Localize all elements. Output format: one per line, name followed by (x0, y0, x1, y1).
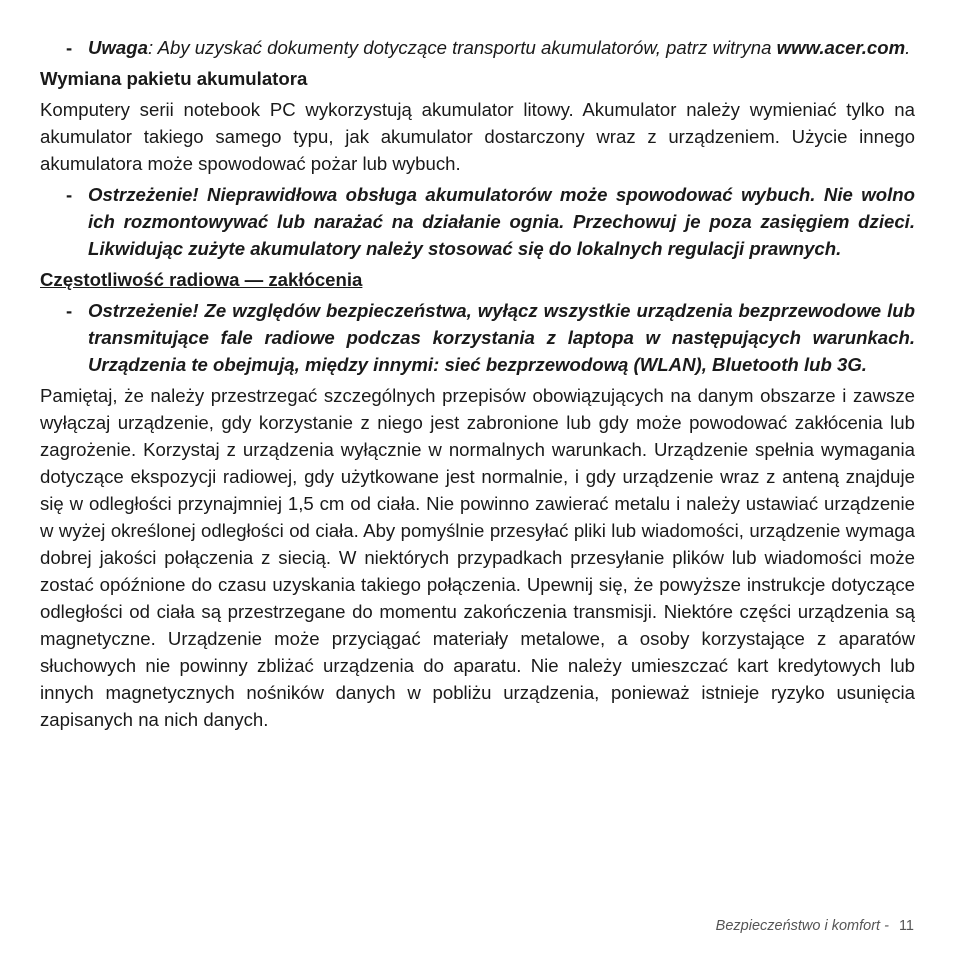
note-end: . (905, 37, 911, 58)
warning-dash: - (66, 184, 73, 205)
radio-warning (40, 297, 915, 378)
note-item (40, 34, 915, 61)
radio-warning-text: Ostrzeżenie! Ze względów bezpieczeństwa, wyłącz wszystkie urządzenia bezprzewodowe lub transmitujące fale radiowe podczas korzystania z laptopa w następujących warunkach. Urządzenia te obejmują, między innymi: sieć bezprzewodową (WLAN), Bluetooth lub 3G. (88, 300, 915, 375)
note-text: : Aby uzyskać dokumenty dotyczące transportu akumulatorów, patrz witryna (147, 37, 777, 58)
document-page (40, 34, 915, 737)
warning-dash: - (66, 300, 73, 321)
battery-warning-text: Ostrzeżenie! Nieprawidłowa obsługa akumulatorów może spowodować wybuch. Nie wolno ich rozmontowywać lub narażać na działanie ognia. Przechowuj je poza zasięgiem dzieci. Likwidując zużyte akumulatory należy stosować się do lokalnych regulacji prawnych. (88, 184, 915, 259)
section-heading-battery: Wymiana pakietu akumulatora (40, 68, 308, 89)
section-heading-radio: Częstotliwość radiowa — zakłócenia (40, 269, 363, 290)
page-footer (716, 918, 914, 934)
battery-warning (40, 181, 915, 262)
note-label: Uwaga (88, 37, 148, 58)
note-body (88, 34, 915, 61)
note-dash: - (66, 37, 73, 58)
page-number: 11 (898, 918, 914, 934)
acer-website-link[interactable]: www.acer.com (776, 37, 906, 58)
radio-paragraph: Pamiętaj, że należy przestrzegać szczególnych przepisów obowiązujących na danym obszarze i zawsze wyłączaj urządzenie, gdy korzystanie z niego jest zabronione lub gdy może powodować zakłócenia lub zagrożenie. Korzystaj z urządzenia wyłącznie w normalnych warunkach. Urządzenie spełnia wymagania dotyczące ekspozycji radiowej, gdy użytkowane jest normalnie, i gdy urządzenie wraz z anteną znajduje się w odległości przynajmniej 1,5 cm od ciała. Nie powinno zawierać metalu i należy ustawiać urządzenie w wyżej określonej odległości od ciała. Aby pomyślnie przesyłać pliki lub wiadomości, urządzenie wymaga dobrej jakości połączenia z siecią. W niektórych przypadkach przesyłanie plików lub wiadomości może zostać opóźnione do czasu uzyskania takiego połączenia. Upewnij się, że powyższe instrukcje dotyczące odległości od ciała są przestrzegane do momentu zakończenia transmisji. Niektóre części urządzenia są magnetyczne. Urządzenie może przyciągać materiały metalowe, a osoby korzystające z aparatów słuchowych nie powinny zbliżać urządzenia do aparatu. Nie należy umieszczać kart kredytowych lub innych magnetycznych nośników danych w pobliżu urządzenia, ponieważ istnieje ryzyko usunięcia zapisanych na nich danych. (40, 385, 915, 730)
footer-title: Bezpieczeństwo i komfort - (715, 918, 889, 934)
battery-paragraph: Komputery serii notebook PC wykorzystują akumulator litowy. Akumulator należy wymieniać tylko na akumulator takiego samego typu, jak akumulator dostarczony wraz z urządzeniem. Użycie innego akumulatora może spowodować pożar lub wybuch. (40, 99, 915, 174)
